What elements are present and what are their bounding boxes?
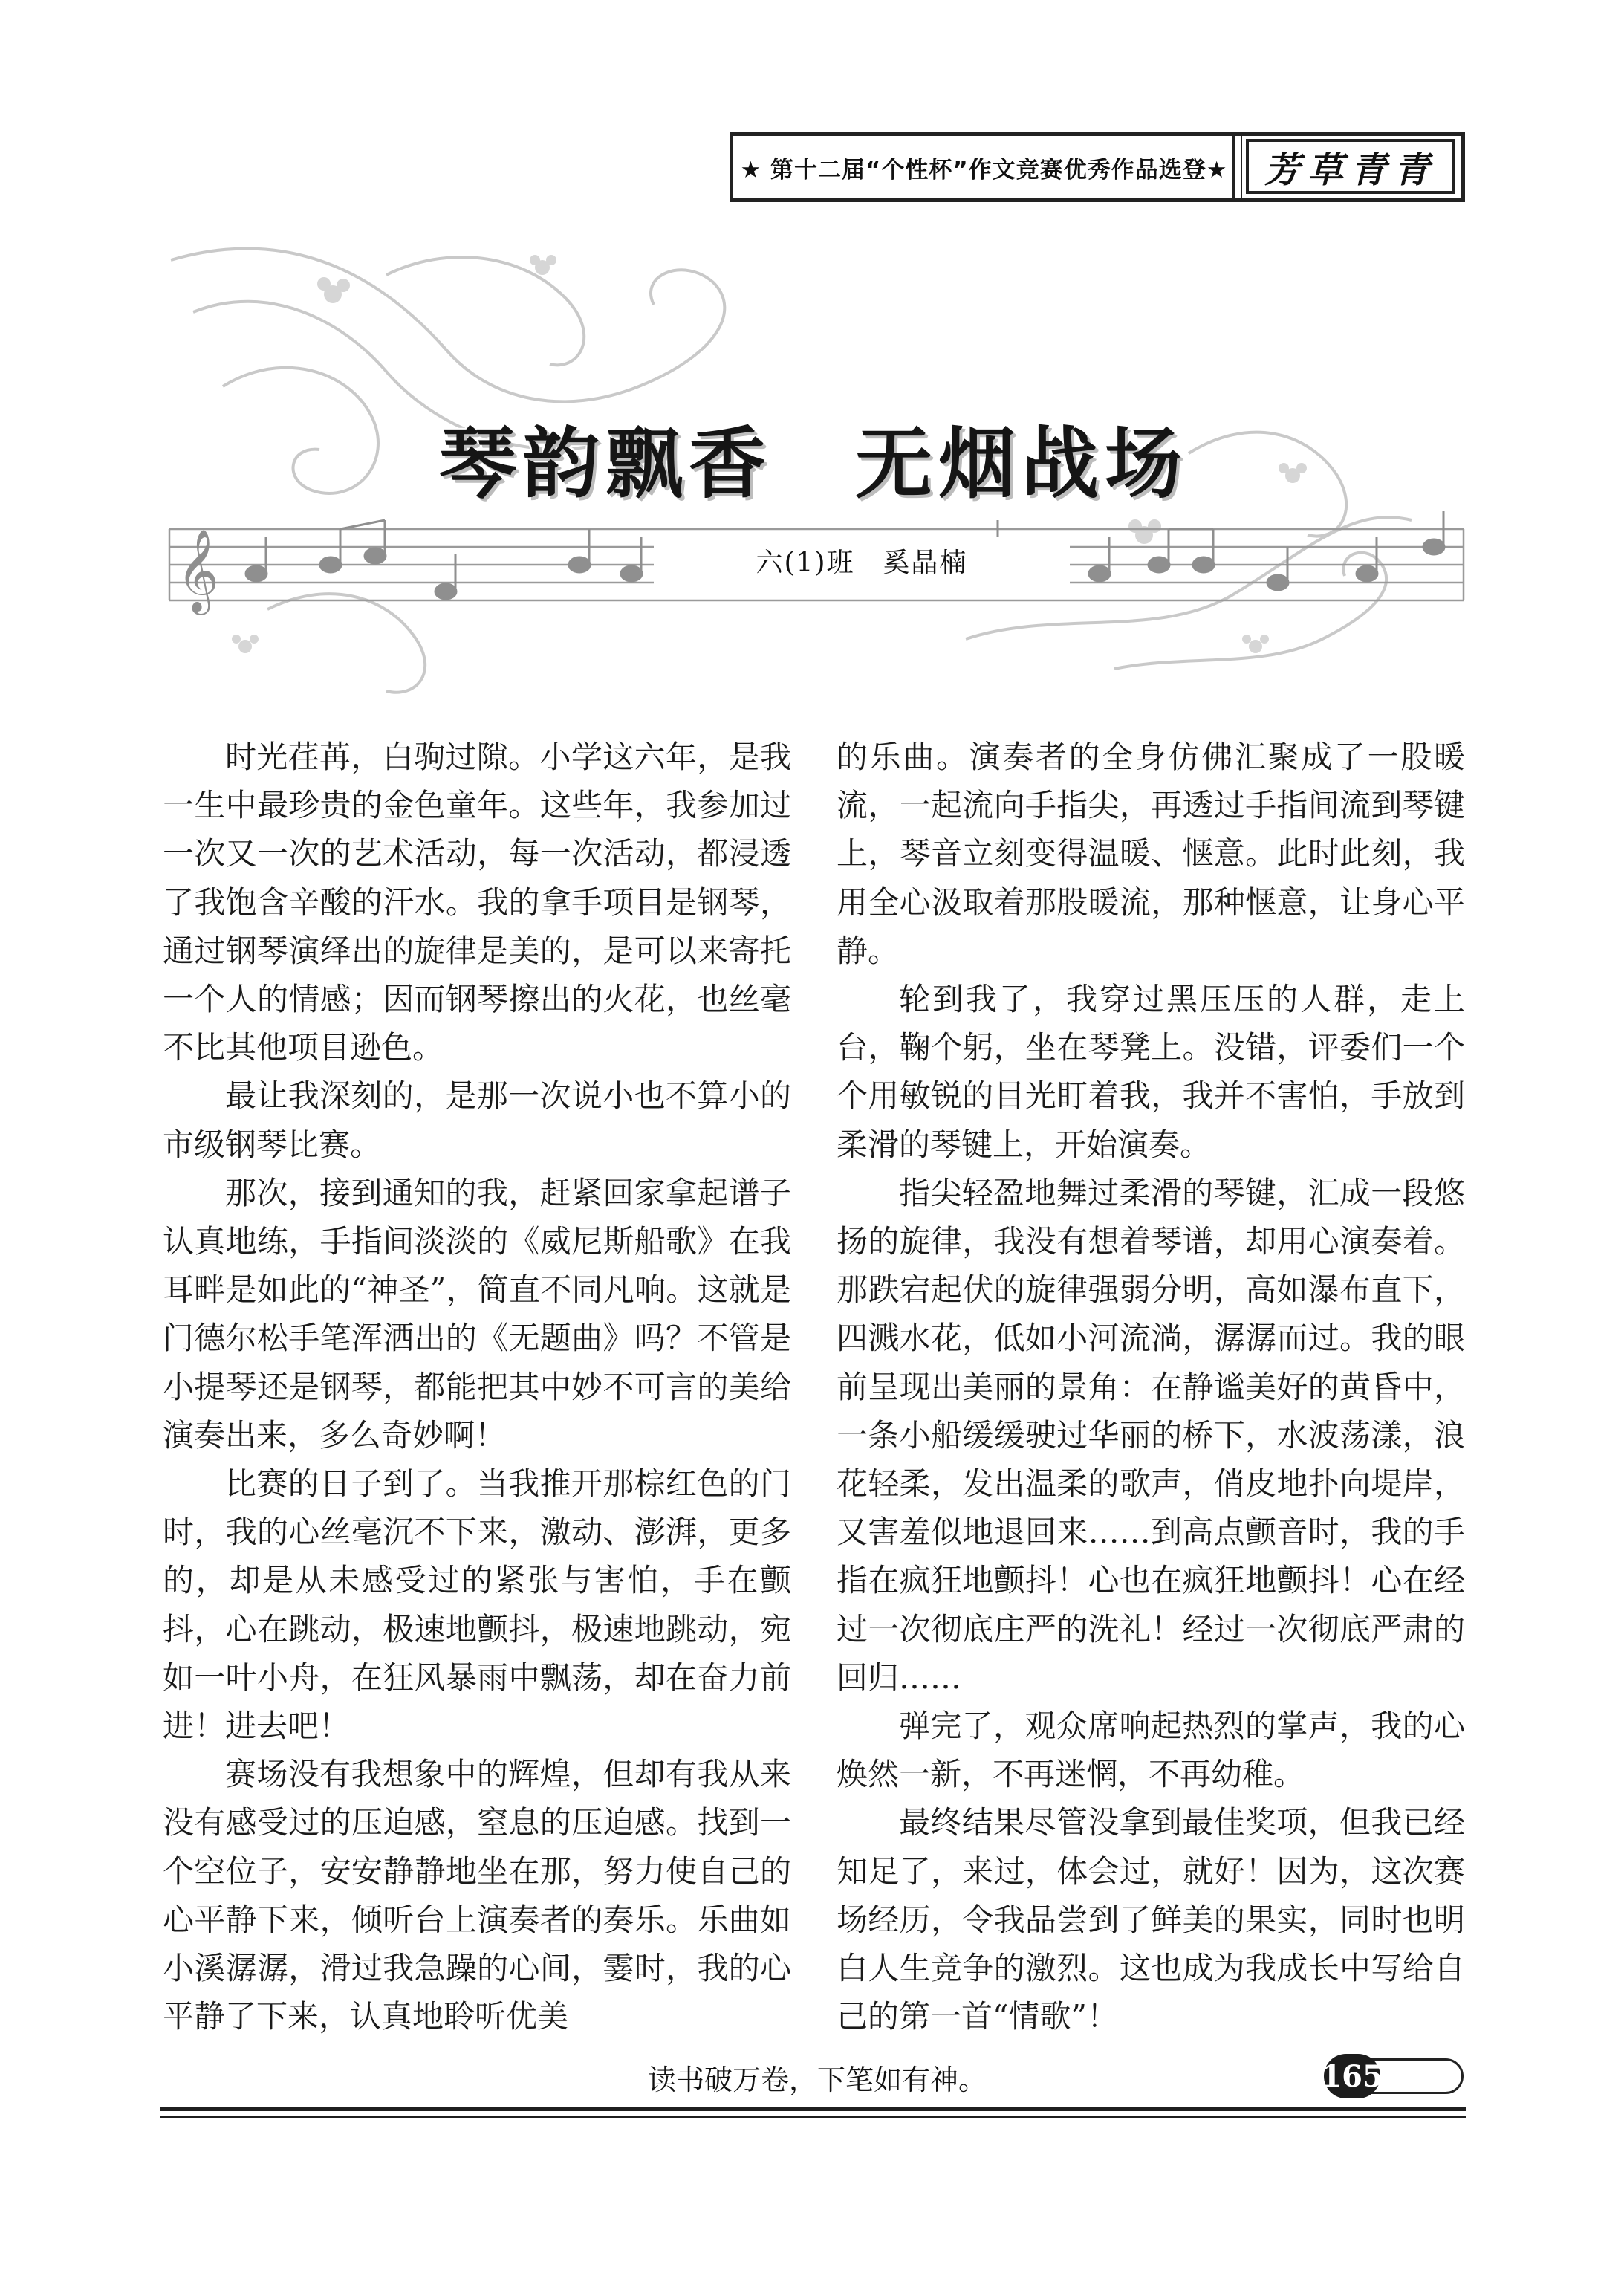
paragraph: 时光荏苒，白驹过隙。小学这六年，是我一生中最珍贵的金色童年。这些年，我参加过一次又一次的艺术活动，每一次活动，都浸透了我饱含辛酸的汗水。我的拿手项目是钢琴，通过钢琴演绎出的旋律是美的，是可以来寄托一个人的情感；因而钢琴擦出的火花，也丝毫不比其他项目逊色。 <box>163 739 791 1066</box>
paragraph: 弹完了，观众席响起热烈的掌声，我的心焕然一新，不再迷惘，不再幼稚。 <box>837 1708 1465 1793</box>
left-column <box>163 733 791 2040</box>
right-column <box>837 733 1465 2040</box>
footer-motto: 读书破万卷，下笔如有神。 <box>647 2063 987 2096</box>
article-author: 六(1)班 奚晶楠 <box>654 537 1070 584</box>
series-label: ★ 第十二届“个性杯”作文竞赛优秀作品选登★ <box>740 156 1228 184</box>
footer-rule <box>160 2107 1466 2111</box>
paragraph: 最终结果尽管没拿到最佳奖项，但我已经知足了，来过，体会过，就好！因为，这次赛场经历，令我品尝到了鲜美的果实，同时也明白人生竞争的激烈。这也成为我成长中写给自己的第一首“情歌”！ <box>837 1804 1465 2035</box>
svg-text:𝄞: 𝄞 <box>177 528 219 612</box>
banner-divider-thin <box>1241 136 1242 198</box>
paragraph: 指尖轻盈地舞过柔滑的琴键，汇成一段悠扬的旋律，我没有想着琴谱，却用心演奏着。那跌宕起伏的旋律强弱分明，高如瀑布直下，四溅水花，低如小河流淌，潺潺而过。我的眼前呈现出美丽的景角：在静谧美好的黄昏中，一条小船缓缓驶过华丽的桥下，水波荡漾，浪花轻柔，发出温柔的歌声，俏皮地扑向堤岸，又害羞似地退回来……到高点颤音时，我的手指在疯狂地颤抖！心也在疯狂地颤抖！心在经过一次彻底庄严的洗礼！经过一次彻底严肃的回归…… <box>837 1174 1465 1696</box>
page-number: 165 <box>1324 2054 1380 2098</box>
banner-divider <box>1232 136 1235 198</box>
article-title: 琴韵飘香 无烟战场 <box>438 418 1188 509</box>
paragraph: 那次，接到通知的我，赶紧回家拿起谱子认真地练，手指间淡淡的《威尼斯船歌》在我耳畔是如此的“神圣”，简直不同凡响。这就是门德尔松手笔浑洒出的《无题曲》吗？不管是小提琴还是钢琴，都能把其中妙不可言的美给演奏出来，多么奇妙啊！ <box>163 1174 791 1453</box>
paragraph: 最让我深刻的，是那一次说小也不算小的市级钢琴比赛。 <box>163 1077 791 1163</box>
footer-rule-thin <box>160 2116 1466 2118</box>
column-name: 芳草青青 <box>1246 139 1455 194</box>
paragraph-continued: 的乐曲。演奏者的全身仿佛汇聚成了一股暖流，一起流向手指尖，再透过手指间流到琴键上，琴音立刻变得温暖、惬意。此时此刻，我用全心汲取着那股暖流，那种惬意，让身心平静。 <box>837 739 1465 969</box>
paragraph: 赛场没有我想象中的辉煌，但却有我从来没有感受过的压迫感，窒息的压迫感。找到一个空位子，安安静静地坐在那，努力使自己的心平静下来，倾听台上演奏者的奏乐。乐曲如小溪潺潺，滑过我急躁的心间，霎时，我的心平静了下来，认真地聆听优美 <box>163 1756 791 2035</box>
series-banner <box>730 132 1465 202</box>
paragraph: 轮到我了，我穿过黑压压的人群，走上台，鞠个躬，坐在琴凳上。没错，评委们一个个用敏锐的目光盯着我，我并不害怕，手放到柔滑的琴键上，开始演奏。 <box>837 981 1465 1163</box>
paragraph: 比赛的日子到了。当我推开那棕红色的门时，我的心丝毫沉不下来，激动、澎湃，更多的，却是从未感受过的紧张与害怕，手在颤抖，心在跳动，极速地颤抖，极速地跳动，宛如一叶小舟，在狂风暴雨中飘荡，却在奋力前进！进去吧！ <box>163 1465 791 1745</box>
